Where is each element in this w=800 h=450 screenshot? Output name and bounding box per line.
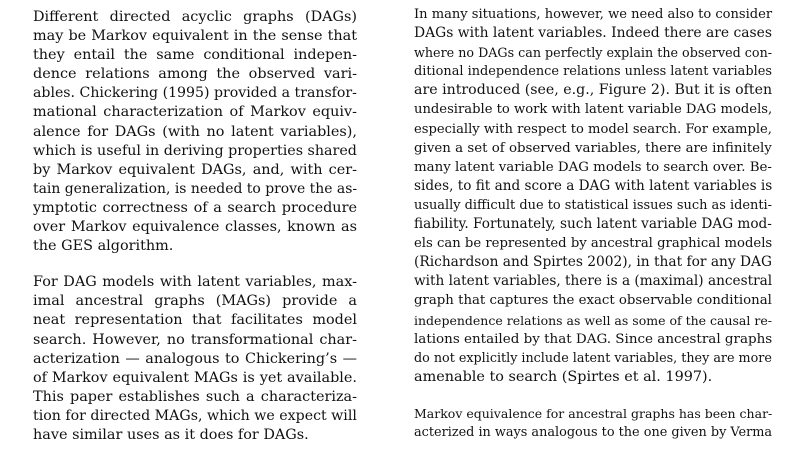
text-line: of Markov equivalent MAGs is yet available. — [33, 369, 358, 386]
text-line: ditional independence relations unless latent variables — [414, 64, 772, 80]
text-line: amenable to search (Spirtes et al. 1997). — [414, 368, 713, 385]
text-line: many latent variable DAG models to search over. Be- — [414, 159, 772, 175]
text-line: mational characterization of Markov equiv- — [33, 104, 357, 121]
text-line: tion for directed MAGs, which we expect will — [33, 407, 357, 424]
text-line: Different directed acyclic graphs (DAGs) — [33, 9, 357, 25]
text-line: over Markov equivalence classes, known as — [33, 219, 357, 236]
text-line: sides, to fit and score a DAG with latent variables is — [414, 177, 773, 194]
text-line: lations entailed by that DAG. Since ancestral graphs — [414, 330, 773, 347]
left-paragraph-mag-characterization — [33, 273, 357, 445]
text-line: are introduced (see, e.g., Figure 2). But it is often — [414, 82, 773, 99]
text-line: search. However, no transformational char- — [33, 331, 357, 348]
text-line: tain generalization, is needed to prove the as- — [33, 180, 358, 197]
text-line: usually difficult due to statistical issues such as identi- — [414, 197, 773, 213]
right-paragraph-latent-variables — [414, 5, 772, 387]
text-line: given a set of observed variables, there are infinitely — [414, 140, 772, 156]
text-line: with latent variables, there is a (maximal) ancestral — [414, 273, 773, 290]
text-line: especially with respect to model search. For example, — [414, 121, 772, 137]
text-line: may be Markov equivalent in the sense that — [33, 28, 357, 45]
text-line: For DAG models with latent variables, max- — [33, 274, 357, 291]
right-paragraph-ancestral-equivalence — [414, 404, 772, 442]
left-paragraph-dag-equivalence — [33, 8, 357, 256]
right-text-column — [414, 0, 773, 440]
text-line: (Richardson and Spirtes 2002), in that for any DAG — [414, 254, 772, 271]
text-line: In many situations, however, we need also to consider — [414, 7, 773, 22]
text-line: alence for DAGs (with no latent variables), — [33, 123, 357, 140]
text-line: which is useful in deriving properties shared — [33, 142, 357, 159]
text-line: DAGs with latent variables. Indeed there are cases — [414, 25, 772, 42]
text-line: ables. Chickering (1995) provided a transfor- — [33, 85, 357, 102]
text-line: undesirable to work with latent variable DAG models, — [414, 102, 773, 118]
left-text-column — [33, 0, 358, 443]
text-line: by Markov equivalent DAGs, and, with cer- — [33, 161, 358, 178]
text-line: Markov equivalence for ancestral graphs has been char- — [414, 405, 773, 421]
text-line: els can be represented by ancestral graphical models — [414, 236, 773, 252]
text-line: where no DAGs can perfectly explain the observed con- — [414, 45, 773, 61]
text-line: imal ancestral graphs (MAGs) provide a — [33, 293, 357, 310]
text-line: acterized in ways analogous to the one given by Verma — [414, 424, 773, 440]
text-line: they entail the same conditional indepen- — [33, 47, 357, 64]
text-line: neat representation that facilitates model — [33, 312, 358, 329]
text-line: do not explicitly include latent variables, they are more — [414, 350, 772, 366]
text-line: dence relations among the observed vari- — [33, 66, 357, 83]
text-line: independence relations as well as some of the causal re- — [414, 312, 772, 328]
text-line: acterization — analogous to Chickering’s — — [33, 350, 357, 367]
text-line: the GES algorithm. — [33, 238, 174, 255]
text-line: ymptotic correctness of a search procedure — [33, 199, 357, 216]
text-line: fiability. Fortunately, such latent variable DAG mod- — [414, 216, 772, 233]
text-line: graph that captures the exact observable conditional — [414, 293, 772, 309]
text-line: have similar uses as it does for DAGs. — [33, 426, 309, 443]
text-line: This paper establishes such a characteriza- — [33, 388, 358, 405]
